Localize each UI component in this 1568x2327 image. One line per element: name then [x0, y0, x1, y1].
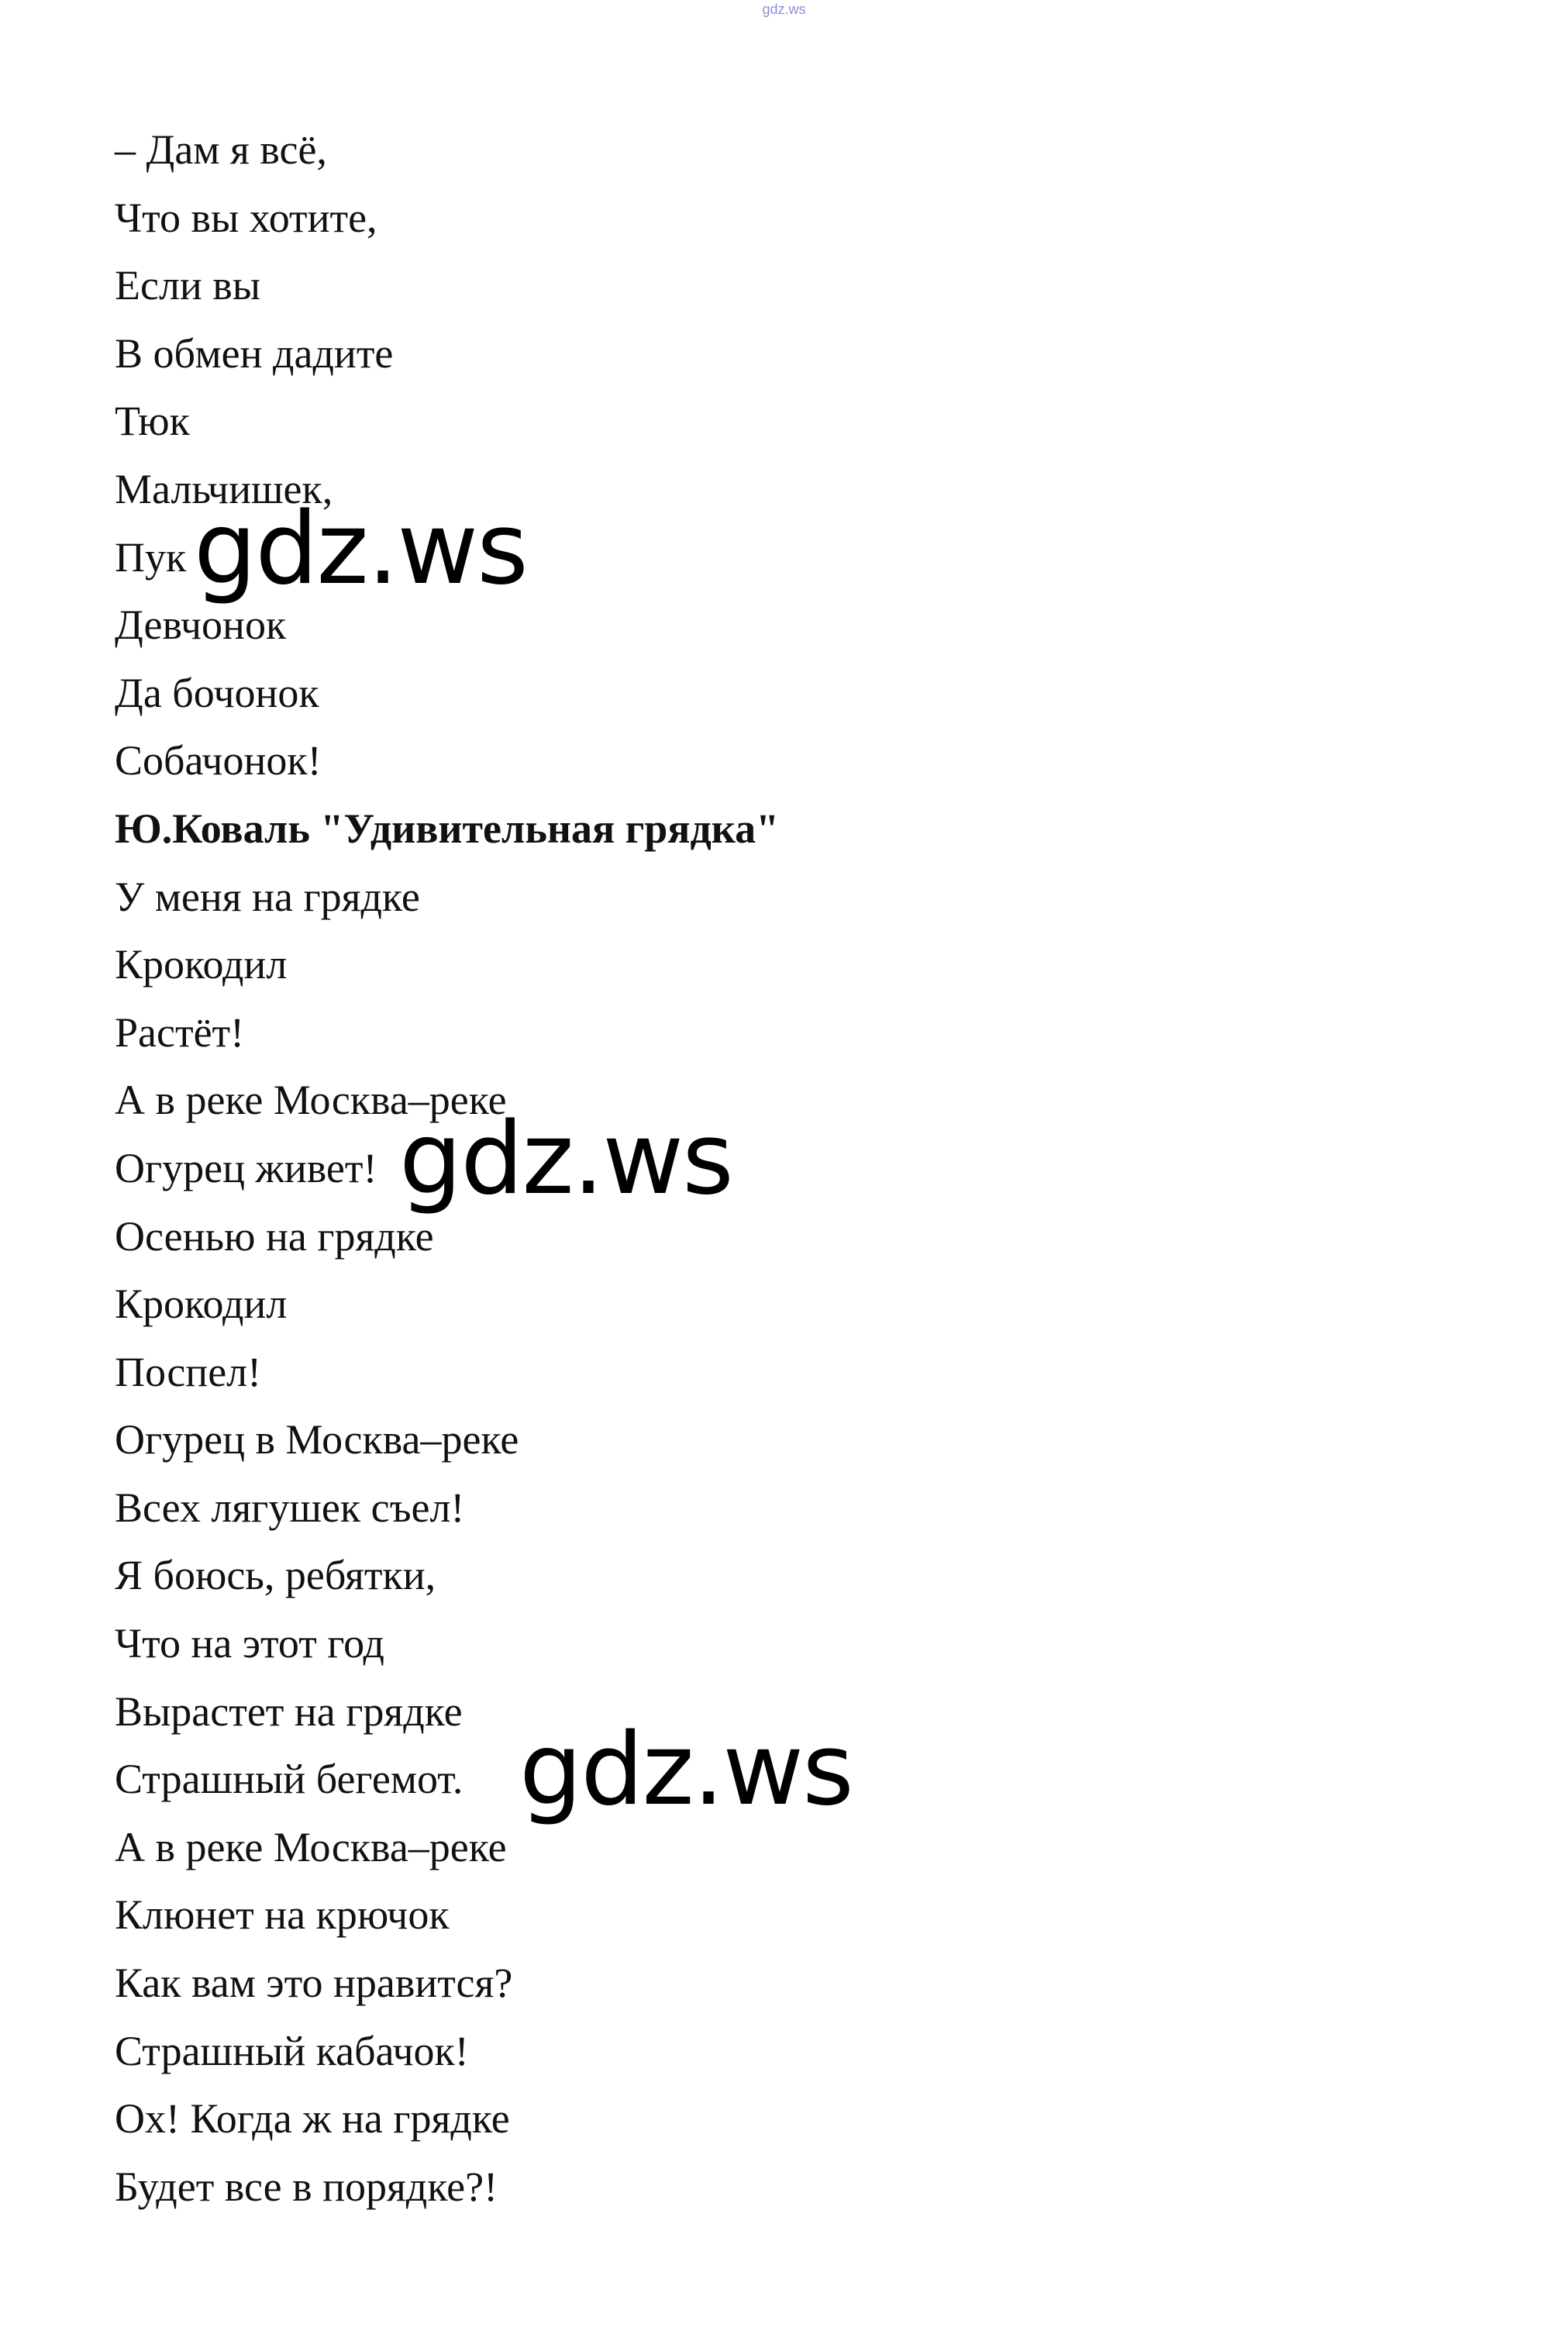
- poem-line: Как вам это нравится?: [115, 1960, 513, 2007]
- watermark-3: gdz.ws: [519, 1712, 853, 1828]
- poem-line: Страшный кабачок!: [115, 2027, 469, 2074]
- poem-line: У меня на грядке: [115, 873, 420, 920]
- poem-line: Что на этот год: [115, 1620, 385, 1667]
- poem-line: Ох! Когда ж на грядке: [115, 2095, 510, 2143]
- poem-line: Мальчишек,: [115, 465, 333, 512]
- poem-line: Если вы: [115, 262, 261, 309]
- poem-line: Растёт!: [115, 1008, 245, 1056]
- poem-line: Крокодил: [115, 1281, 288, 1328]
- poem-line: А в реке Москва–реке: [115, 1077, 507, 1124]
- poem-line: Клюнет на крючок: [115, 1891, 450, 1939]
- poem-line: Да бочонок: [115, 669, 319, 716]
- poem-line: Девчонок: [115, 602, 287, 649]
- section-heading: Ю.Коваль "Удивительная грядка": [115, 805, 780, 852]
- poem-line: Я боюсь, ребятки,: [115, 1552, 436, 1599]
- header-watermark: gdz.ws: [762, 2, 806, 17]
- poem-line: Осенью на грядке: [115, 1212, 434, 1260]
- poem-line: Будет все в порядке?!: [115, 2163, 498, 2210]
- poem-line: Вырастет на грядке: [115, 1688, 463, 1735]
- poem-line: А в реке Москва–реке: [115, 1823, 507, 1870]
- poem-line: Огурец в Москва–реке: [115, 1416, 519, 1463]
- poem-line: Тюк: [115, 398, 190, 445]
- poem-line: Огурец живет!: [115, 1144, 377, 1191]
- poem-line: Крокодил: [115, 941, 288, 988]
- poem-line: Что вы хотите,: [115, 194, 377, 241]
- poem-line: В обмен дадите: [115, 329, 394, 377]
- watermark-2: gdz.ws: [399, 1101, 732, 1217]
- poem-line: – Дам я всё,: [115, 126, 327, 173]
- poem-line: Поспел!: [115, 1348, 262, 1395]
- watermark-1: gdz.ws: [194, 491, 527, 607]
- poem-line: Страшный бегемот.: [115, 1756, 464, 1803]
- poem-line: Всех лягушек съел!: [115, 1484, 465, 1531]
- poem-line: Собачонок!: [115, 737, 322, 784]
- poem-line: Пук: [115, 533, 187, 581]
